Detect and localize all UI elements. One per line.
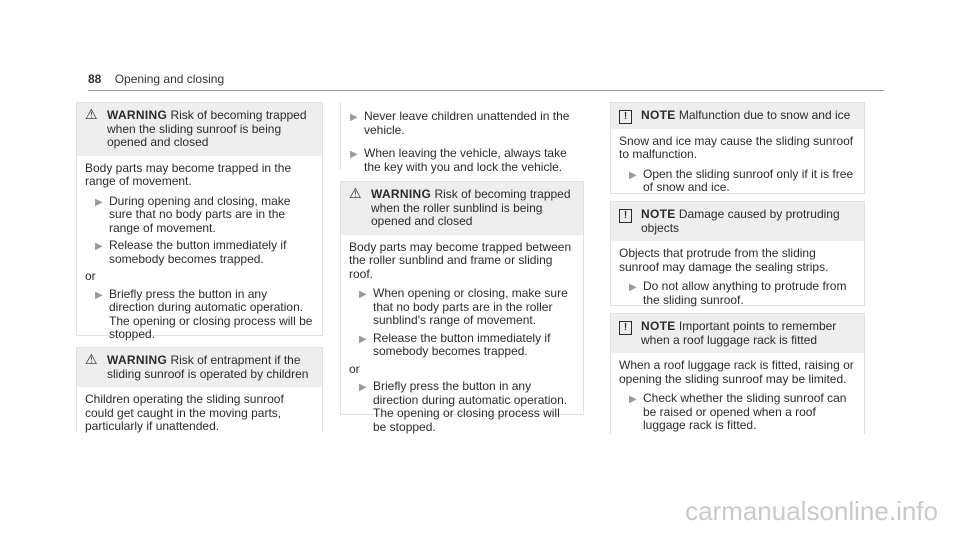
- step-text: Briefly press the button in any direction during automatic operation.: [109, 286, 304, 314]
- arrow-icon: ▶: [350, 149, 358, 160]
- instruction-step: [85, 288, 314, 342]
- arrow-icon: ▶: [350, 112, 358, 123]
- note-header: [611, 202, 864, 241]
- note-box-roof-luggage-rack: [610, 313, 865, 434]
- page-title: Opening and closing: [114, 72, 225, 86]
- arrow-icon: ▶: [359, 382, 367, 393]
- warning-header: [77, 348, 322, 387]
- step-text: When leaving the vehicle, always take the key with you and lock the vehicle.: [364, 146, 567, 174]
- or-separator: or: [349, 361, 360, 376]
- page-number: 88: [88, 72, 102, 86]
- step-text: Never leave children unattended in the vehicle.: [364, 109, 570, 137]
- instruction-step: [619, 392, 856, 433]
- exclamation-icon: !: [619, 321, 632, 335]
- note-box-snow-ice: [610, 102, 865, 194]
- step-text: Release the button immediately if somebody becomes trapped.: [373, 330, 551, 358]
- warning-body: [341, 235, 583, 447]
- warning-text: Body parts may become trapped between the roller sunblind and frame or sliding roof.: [349, 239, 572, 281]
- note-keyword: NOTE: [641, 108, 676, 122]
- warning-text: Body parts may become trapped in the range of movement.: [85, 160, 292, 188]
- arrow-icon: ▶: [95, 241, 103, 252]
- note-headline: Malfunction due to snow and ice: [675, 108, 851, 122]
- header-divider: [88, 90, 884, 91]
- warning-triangle-icon: ⚠: [85, 351, 98, 367]
- arrow-icon: ▶: [95, 289, 103, 301]
- note-keyword: NOTE: [641, 319, 676, 333]
- instruction-step: [619, 280, 856, 307]
- step-text: Release the button immediately if somebody becomes trapped.: [109, 238, 287, 266]
- warning-body: [77, 387, 322, 448]
- note-body: [611, 129, 864, 207]
- warning-triangle-icon: ⚠: [349, 185, 362, 201]
- warning-header: [341, 182, 583, 235]
- step-text: Briefly press the button in any direction during automatic operation.: [373, 379, 568, 407]
- note-keyword: NOTE: [641, 207, 676, 221]
- or-separator: or: [85, 269, 96, 283]
- instruction-step: [85, 195, 314, 236]
- note-text: When a roof luggage rack is fitted, raising or opening the sliding sunroof may be limited.: [619, 358, 854, 386]
- warning-keyword: WARNING: [107, 108, 168, 122]
- step-text: During opening and closing, make sure that no body parts are in the range of movement.: [109, 193, 291, 235]
- exclamation-icon: !: [619, 209, 632, 223]
- step-text: Open the sliding sunroof only if it is free of snow and ice.: [643, 166, 854, 194]
- warning-body: [77, 156, 322, 354]
- warning-keyword: WARNING: [107, 353, 168, 367]
- note-header: [611, 103, 864, 129]
- note-headline: Damage caused by protruding objects: [641, 207, 840, 235]
- warning-headline: Risk of entrapment if the sliding sunroof is operated by children: [107, 353, 309, 381]
- warning-headline: Risk of becoming trapped when the sliding sunroof is being opened and closed: [107, 108, 307, 149]
- instruction-step: [349, 332, 575, 359]
- instruction-step: [619, 168, 856, 195]
- note-text: Objects that protrude from the sliding sunroof may damage the sealing strips.: [619, 246, 829, 274]
- warning-box-children: [76, 347, 323, 432]
- warning-box-roller-sunblind: [340, 181, 584, 434]
- step-text: When opening or closing, make sure that no body parts are in the roller sunblind's range of movement.: [373, 286, 568, 327]
- exclamation-icon: !: [619, 110, 632, 124]
- step-text: Do not allow anything to protrude from the sliding sunroof.: [643, 279, 847, 307]
- continued-steps: [340, 106, 570, 178]
- warning-header: [77, 103, 322, 156]
- instruction-step: [340, 110, 570, 137]
- arrow-icon: ▶: [359, 289, 367, 300]
- step-result-text: The opening or closing process will be stopped.: [373, 406, 560, 434]
- warning-keyword: WARNING: [371, 187, 432, 201]
- instruction-step: [340, 147, 570, 174]
- instruction-step: [349, 380, 575, 434]
- step-result-text: The opening or closing process will be stopped.: [109, 313, 313, 341]
- note-headline: Important points to remember when a roof luggage rack is fitted: [641, 319, 837, 347]
- note-body: [611, 241, 864, 319]
- step-text: Check whether the sliding sunroof can be raised or opened when a roof luggage rack is fitted.: [643, 391, 847, 432]
- warning-box-trapped-sunroof: [76, 102, 323, 341]
- watermark-text: carmanualsonline.info: [685, 496, 938, 526]
- arrow-icon: ▶: [629, 169, 637, 181]
- page-header: [88, 72, 224, 86]
- arrow-icon: ▶: [629, 394, 637, 405]
- arrow-icon: ▶: [629, 282, 637, 293]
- arrow-icon: ▶: [95, 196, 103, 208]
- instruction-step: [349, 287, 575, 328]
- note-text: Snow and ice may cause the sliding sunroof to malfunction.: [619, 133, 854, 161]
- note-box-protruding-objects: [610, 201, 865, 306]
- instruction-step: [85, 239, 314, 266]
- warning-text: Children operating the sliding sunroof could get caught in the moving parts, particularly if unattended.: [85, 392, 284, 433]
- warning-triangle-icon: ⚠: [85, 106, 98, 122]
- note-body: [611, 353, 864, 445]
- warning-headline: Risk of becoming trapped when the roller sunblind is being opened and closed: [371, 187, 571, 228]
- note-header: [611, 314, 864, 353]
- arrow-icon: ▶: [359, 333, 367, 345]
